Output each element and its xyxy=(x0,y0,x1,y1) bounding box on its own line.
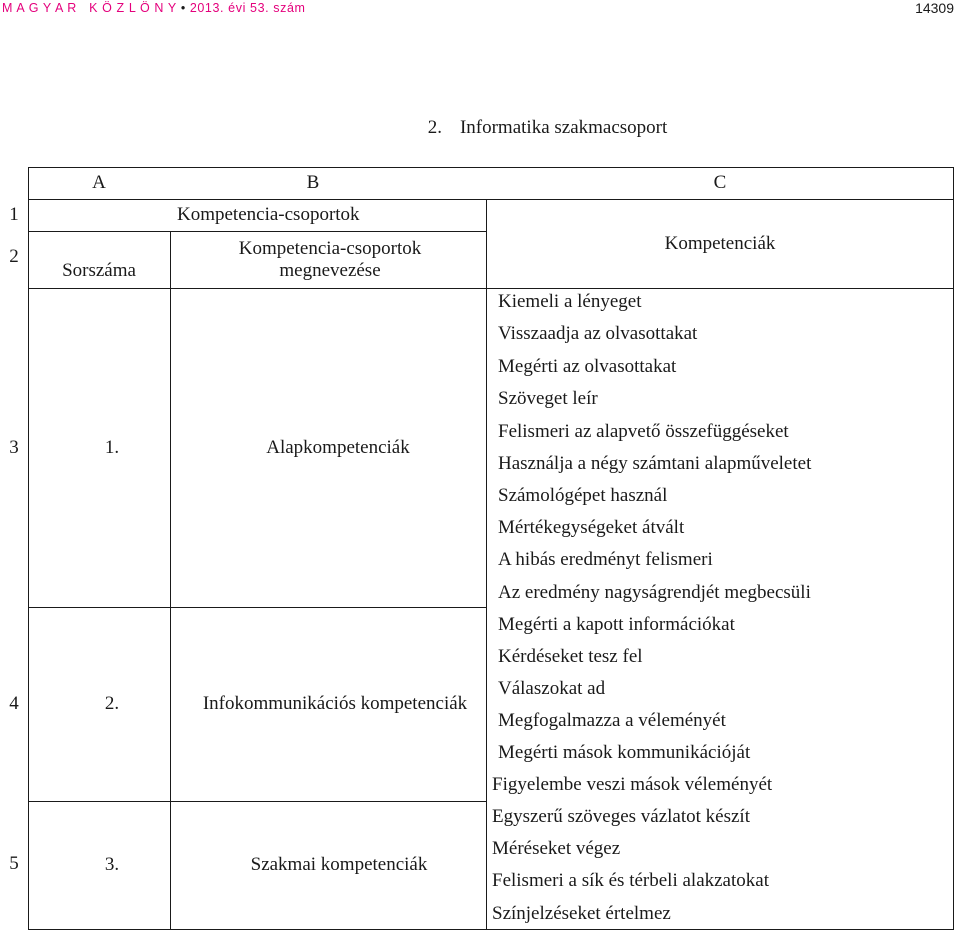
column-header-c: C xyxy=(713,172,727,193)
competency-item: Méréseket végez xyxy=(492,838,621,859)
competency-item: Színjelzéseket értelmez xyxy=(492,903,671,924)
competency-item: Megérti az olvasottakat xyxy=(498,356,677,377)
competency-item: Figyelembe veszi mások véleményét xyxy=(492,774,773,795)
competency-item: Felismeri a sík és térbeli alakzatokat xyxy=(492,870,769,891)
competency-item: Megfogalmazza a véleményét xyxy=(498,710,726,731)
competency-item: Megérti a kapott információkat xyxy=(498,614,735,635)
col-divider-bc xyxy=(486,199,487,930)
group-name-header: Kompetencia-csoportok megnevezése xyxy=(238,237,422,281)
issue-label: 2013. évi 53. szám xyxy=(189,1,306,15)
group-name-1: Alapkompetenciák xyxy=(266,436,410,458)
competency-item: Válaszokat ad xyxy=(498,678,606,699)
competency-item: Használja a négy számtani alapműveletet xyxy=(498,453,812,474)
group-name-2: Infokommunikációs kompetenciák xyxy=(202,693,468,714)
competency-item: Szöveget leír xyxy=(498,388,598,409)
competency-item: Visszaadja az olvasottakat xyxy=(498,323,698,344)
competency-item: Az eredmény nagyságrendjét megbecsüli xyxy=(498,582,811,603)
group-number-1: 1. xyxy=(104,436,120,458)
row-number-4: 4 xyxy=(9,693,19,714)
competency-item: Megérti mások kommunikációját xyxy=(498,742,751,763)
row-number-3: 3 xyxy=(9,437,19,458)
competency-item: Kiemeli a lényeget xyxy=(498,291,642,312)
page-header xyxy=(0,0,960,22)
row-number-1: 1 xyxy=(9,204,19,225)
serial-number-header: Sorszáma xyxy=(62,260,136,281)
section-number: 2. xyxy=(427,117,442,138)
competency-item: Egyszerű szöveges vázlatot készít xyxy=(492,806,750,827)
page-number: 14309 xyxy=(915,0,954,16)
section-title xyxy=(0,117,960,139)
competency-item: Számológépet használ xyxy=(498,485,668,506)
column-header-b: B xyxy=(306,172,320,193)
competency-item: Mértékegységeket átvált xyxy=(498,517,685,538)
competency-item: A hibás eredményt felismeri xyxy=(498,549,713,570)
table-border-bottom xyxy=(28,929,954,930)
bullet-separator: • xyxy=(180,1,186,15)
competency-table xyxy=(9,167,954,930)
competency-groups-label: Kompetencia-csoportok xyxy=(177,204,360,225)
section-title-text: Informatika szakmacsoport xyxy=(459,117,668,138)
competencies-header: Kompetenciák xyxy=(664,232,776,254)
journal-header xyxy=(2,1,306,15)
competency-item: Felismeri az alapvető összefüggéseket xyxy=(498,421,789,442)
column-header-a: A xyxy=(92,172,106,193)
row-number-5: 5 xyxy=(9,853,19,874)
group-number-2: 2. xyxy=(104,693,120,714)
row-number-2: 2 xyxy=(9,246,19,267)
competency-item: Kérdéseket tesz fel xyxy=(498,646,643,667)
group-name-3: Szakmai kompetenciák xyxy=(250,854,428,875)
journal-name: M A G Y A R K Ö Z L Ö N Y xyxy=(2,1,177,15)
group-number-3: 3. xyxy=(104,854,120,875)
